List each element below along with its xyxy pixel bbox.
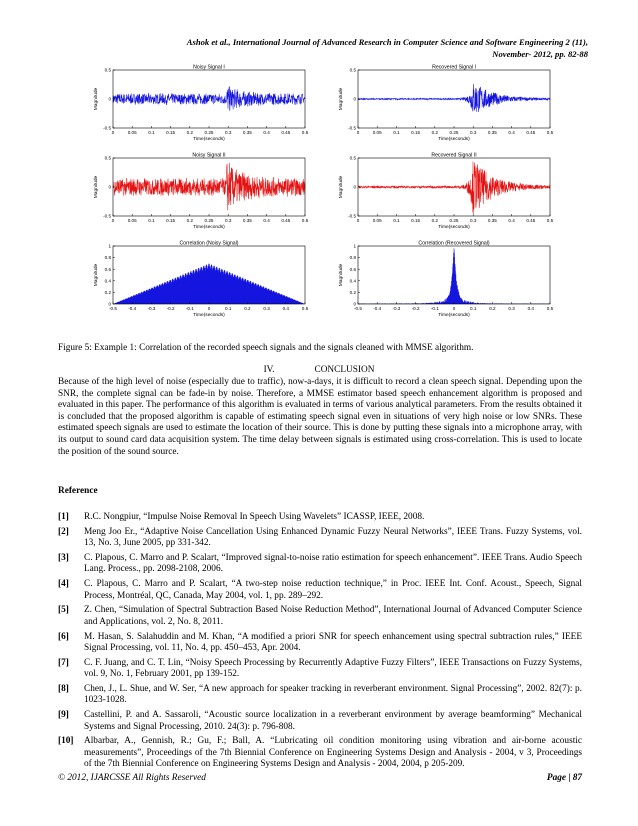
x-tick-label: 0.5	[301, 130, 309, 135]
x-tick-label: 0.5	[546, 218, 554, 223]
reference-list	[58, 512, 582, 774]
x-tick-label: -0.1	[185, 306, 194, 311]
plot-recovered-signal-2	[330, 150, 558, 232]
y-tick-label: 0.5	[104, 67, 111, 73]
x-tick-label: 0.45	[526, 218, 536, 223]
x-tick-label: 0.05	[372, 130, 382, 135]
figure-caption: Figure 5: Example 1: Correlation of the recorded speech signals and the signals cleaned with MMSE algorithm.	[58, 343, 474, 353]
reference-item	[58, 579, 582, 602]
x-tick-label: -0.1	[430, 306, 439, 311]
header-line-2: November- 2012, pp. 82-88	[492, 49, 588, 59]
x-tick-label: 0.45	[281, 130, 291, 135]
signal-line	[113, 263, 305, 304]
x-tick-label: 0.2	[244, 306, 251, 311]
x-tick-label: 0.4	[508, 130, 515, 135]
plot-noisy-signal-1	[85, 62, 313, 144]
reference-index: [8]	[58, 684, 69, 695]
x-tick-label: 0.15	[166, 130, 176, 135]
figure-5	[85, 62, 555, 330]
reference-item	[58, 684, 582, 707]
y-tick-label: 0.8	[104, 255, 111, 261]
x-tick-label: 0.4	[263, 218, 270, 223]
x-tick-label: 0	[111, 218, 115, 223]
x-tick-label: -0.4	[373, 306, 382, 311]
reference-item	[58, 736, 582, 770]
y-tick-label: 0.5	[349, 155, 356, 161]
reference-item	[58, 605, 582, 628]
journal-header	[68, 36, 588, 60]
x-tick-label: 0.4	[508, 218, 515, 223]
plot-correlation-recovered	[330, 238, 558, 320]
x-axis-label: Time(seconds)	[193, 225, 225, 230]
y-tick-label: 0.4	[104, 278, 111, 284]
x-tick-label: -0.5	[354, 306, 362, 311]
chart-svg	[85, 150, 313, 232]
chart-svg	[85, 238, 313, 320]
signal-line	[358, 84, 550, 112]
chart-svg	[85, 62, 313, 144]
x-tick-label: 0.1	[148, 218, 155, 223]
y-tick-label: 0	[353, 301, 356, 307]
reference-text: C. F. Juang, and C. T. Lin, “Noisy Speech Processing by Recurrently Adaptive Fuzzy Filters”, IEEE Transactions on Fuzzy Systems, vol. 9, No. 1, February 2001, pp 139-152.	[84, 657, 582, 680]
signal-line	[113, 163, 305, 211]
y-tick-label: 0	[108, 301, 111, 307]
x-tick-label: 0	[356, 130, 360, 135]
x-tick-label: 0.25	[204, 130, 214, 135]
x-tick-label: -0.5	[109, 306, 117, 311]
reference-text: Albarbar, A., Gennish, R.; Gu, F.; Ball, A. “Lubricating oil condition monitoring using vibration and air-borne acoustic measurements”, Proceedings of the 7th Biennial Conference on Engineering Systems Design and Analysis - 2004, v 3, Proceedings of the 7th Biennial Conference on Engineering Systems Design and Analysis - 2004, 2004, p 205-209.	[84, 736, 582, 769]
x-tick-label: 0.25	[449, 218, 459, 223]
x-tick-label: 0.5	[546, 306, 554, 311]
reference-index: [4]	[58, 579, 69, 590]
y-axis-label: Magnitude	[339, 87, 344, 111]
x-tick-label: 0.2	[186, 218, 193, 223]
x-axis-label: Time(seconds)	[438, 313, 470, 318]
y-tick-label: 0	[108, 96, 111, 102]
x-tick-label: 0	[452, 306, 456, 311]
y-tick-label: 0.6	[349, 266, 356, 272]
x-tick-label: 0.35	[487, 130, 497, 135]
reference-item	[58, 527, 582, 550]
x-tick-label: 0.15	[166, 218, 176, 223]
x-tick-label: 0.3	[225, 218, 232, 223]
x-tick-label: 0.3	[470, 130, 477, 135]
chart-title: Correlation (Noisy Signal)	[179, 240, 239, 247]
section-title: CONCLUSION	[314, 365, 375, 375]
signal-line	[358, 162, 550, 214]
x-tick-label: 0.5	[546, 130, 554, 135]
reference-text: C. Plapous, C. Marro and P. Scalart, “Improved signal-to-noise ratio estimation for speech enhancement”. IEEE Trans. Audio Speech Lang. Process., pp. 2098-2108, 2006.	[84, 553, 582, 575]
x-tick-label: 0.2	[186, 130, 193, 135]
y-tick-label: 0.4	[349, 278, 356, 284]
x-tick-label: 0.35	[242, 130, 252, 135]
x-tick-label: -0.3	[147, 306, 156, 311]
reference-index: [6]	[58, 631, 69, 642]
reference-index: [2]	[58, 526, 69, 537]
reference-index: [5]	[58, 605, 69, 616]
y-tick-label: 1	[108, 243, 111, 249]
reference-text: Castellini, P. and A. Sassaroli, “Acoustic source localization in a reverberant environment by average beamforming” Mechanical Systems and Signal Processing, 2010. 24(3): p. 796-808.	[84, 710, 582, 732]
y-axis-label: Magnitude	[339, 175, 344, 199]
page-footer	[58, 773, 582, 783]
x-tick-label: 0.45	[526, 130, 536, 135]
reference-index: [1]	[58, 512, 69, 522]
y-tick-label: 0	[353, 96, 356, 102]
chart-title: Noisy Signal I	[193, 64, 225, 71]
x-tick-label: 0.1	[148, 130, 155, 135]
y-axis-label: Magnitude	[339, 263, 344, 287]
x-tick-label: 0.4	[282, 306, 289, 311]
x-tick-label: 0.05	[372, 218, 382, 223]
reference-item	[58, 658, 582, 681]
x-tick-label: 0.35	[487, 218, 497, 223]
x-tick-label: 0.2	[431, 130, 438, 135]
signal-line	[358, 248, 550, 304]
x-tick-label: 0.25	[449, 130, 459, 135]
x-axis-label: Time(seconds)	[438, 137, 470, 142]
y-tick-label: 0.5	[104, 155, 111, 161]
x-tick-label: 0.3	[508, 306, 515, 311]
y-tick-label: -0.5	[103, 125, 111, 131]
x-tick-label: 0.4	[527, 306, 534, 311]
section-heading	[0, 365, 638, 375]
y-tick-label: -0.5	[348, 213, 356, 219]
y-axis-label: Magnitude	[94, 263, 99, 287]
reference-text: Chen, J., L. Shue, and W. Ser, “A new approach for speaker tracking in reverberant environment. Signal Processing”, 2002. 82(7): p. 1023-1028.	[84, 684, 582, 706]
y-tick-label: 0.2	[104, 290, 111, 295]
chart-title: Noisy Signal II	[192, 152, 226, 159]
chart-svg	[330, 150, 558, 232]
x-tick-label: -0.3	[392, 306, 401, 311]
reference-text: C. Plapous, C. Marro and P. Scalart, “A two-step noise reduction technique,” in Proc. IEEE Int. Conf. Acoust., Speech, Signal Process, Montréal, QC, Canada, May 2004, vol. 1, pp. 289–292.	[84, 579, 582, 601]
page-number: Page | 87	[546, 773, 582, 783]
x-tick-label: 0	[207, 306, 211, 311]
x-tick-label: 0.3	[470, 218, 477, 223]
x-tick-label: 0.1	[393, 130, 400, 135]
x-axis-label: Time(seconds)	[438, 225, 470, 230]
reference-text: R.C. Nongpiur, “Impulse Noise Removal In Speech Using Wavelets” ICASSP, IEEE, 2008.	[84, 512, 425, 522]
x-tick-label: 0.5	[301, 218, 309, 223]
reference-item	[58, 632, 582, 655]
reference-text: M. Hasan, S. Salahuddin and M. Khan, “A modified a priori SNR for speech enhancement using spectral subtraction rules,” IEEE Signal Processing, vol. 11, No. 4, pp. 450–453, Apr. 2004.	[84, 631, 582, 653]
x-tick-label: 0.2	[489, 306, 496, 311]
x-tick-label: 0.15	[411, 218, 421, 223]
x-tick-label: 0.2	[431, 218, 438, 223]
x-axis-label: Time(seconds)	[193, 313, 225, 318]
x-tick-label: 0	[356, 218, 360, 223]
copyright: © 2012, IJARCSSE All Rights Reserved	[58, 773, 206, 783]
plot-correlation-noisy	[85, 238, 313, 320]
x-tick-label: 0.1	[470, 306, 477, 311]
reference-item	[58, 512, 582, 523]
y-tick-label: -0.5	[103, 213, 111, 219]
x-tick-label: 0.1	[393, 218, 400, 223]
y-tick-label: 0	[353, 184, 356, 190]
chart-title: Recovered Signal II	[431, 152, 477, 159]
y-tick-label: 0.8	[349, 255, 356, 261]
reference-text: Z. Chen, “Simulation of Spectral Subtraction Based Noise Reduction Method”, International Journal of Advanced Computer Science and Applications, vol. 2, No. 8, 2011.	[84, 605, 582, 627]
x-tick-label: 0.15	[411, 130, 421, 135]
reference-index: [10]	[58, 736, 74, 747]
x-tick-label: 0.45	[281, 218, 291, 223]
chart-title: Correlation (Recovered Signal)	[418, 240, 490, 247]
chart-svg	[330, 62, 558, 144]
x-tick-label: -0.2	[166, 306, 175, 311]
signal-line	[113, 86, 305, 110]
x-tick-label: 0.05	[127, 130, 137, 135]
reference-item	[58, 553, 582, 576]
plot-noisy-signal-2	[85, 150, 313, 232]
reference-heading: Reference	[58, 486, 98, 496]
x-tick-label: 0.25	[204, 218, 214, 223]
reference-item	[58, 710, 582, 733]
y-tick-label: 0.2	[349, 290, 356, 295]
chart-svg	[330, 238, 558, 320]
reference-index: [3]	[58, 553, 69, 564]
plot-recovered-signal-1	[330, 62, 558, 144]
y-tick-label: 0	[108, 184, 111, 190]
chart-title: Recovered Signal I	[432, 64, 476, 71]
x-tick-label: 0.3	[263, 306, 270, 311]
x-tick-label: -0.2	[411, 306, 420, 311]
y-tick-label: 1	[353, 243, 356, 249]
y-tick-label: 0.5	[349, 67, 356, 73]
x-tick-label: 0.5	[301, 306, 309, 311]
x-tick-label: 0.4	[263, 130, 270, 135]
header-line-1: Ashok et al., International Journal of Advanced Research in Computer Science and Software Engineering 2 (11),	[186, 37, 588, 47]
reference-index: [9]	[58, 710, 69, 721]
y-tick-label: 0.6	[104, 266, 111, 272]
y-axis-label: Magnitude	[94, 175, 99, 199]
conclusion-paragraph: Because of the high level of noise (especially due to traffic), now-a-days, it is difficult to record a clean speech signal. Depending upon the SNR, the complete signal can be fade-in by noise. Therefore, a MMSE estimator based speech enhancement algorithm is proposed and evaluated in this paper. The performance of this algorithm is evaluated in terms of various analytical parameters. From the results obtained it is concluded that the proposed algorithm is capable of estimating speech signal even in situations of very high noise or low SNRs. These estimated speech signals are used to estimate the location of their source. This is done by putting these signals into a microphone array, with its output to sound card data acquisition system. The time delay between signals is estimated using cross-correlation. This is used to locate the position of the sound source.	[58, 377, 582, 457]
x-axis-label: Time(seconds)	[193, 137, 225, 142]
y-axis-label: Magnitude	[94, 87, 99, 111]
reference-index: [7]	[58, 657, 69, 668]
y-tick-label: -0.5	[348, 125, 356, 131]
section-number: IV.	[263, 365, 275, 375]
x-tick-label: 0.35	[242, 218, 252, 223]
reference-text: Meng Joo Er., “Adaptive Noise Cancellation Using Enhanced Dynamic Fuzzy Neural Networks”, IEEE Trans. Fuzzy Systems, vol. 13, No. 3, June 2005, pp 331-342.	[84, 526, 582, 549]
x-tick-label: 0.3	[225, 130, 232, 135]
x-tick-label: -0.4	[128, 306, 137, 311]
x-tick-label: 0	[111, 130, 115, 135]
x-tick-label: 0.1	[225, 306, 232, 311]
x-tick-label: 0.05	[127, 218, 137, 223]
